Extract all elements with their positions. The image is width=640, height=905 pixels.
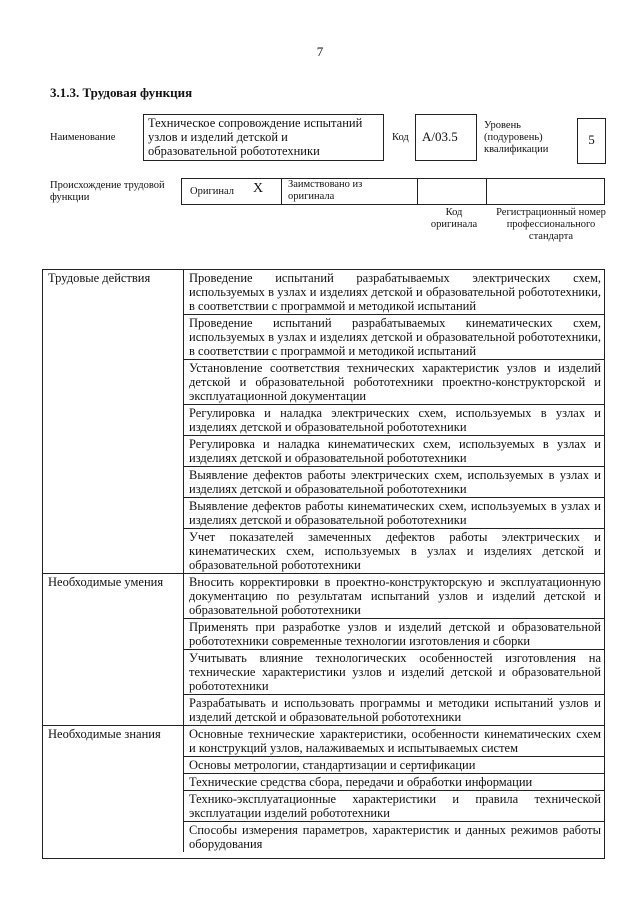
labor-actions-item: Регулировка и наладка электрических схем, используемых в узлах и изделиях детской и образовательной робототехники (184, 405, 605, 436)
labor-function-table (42, 269, 605, 859)
required-knowledge-item: Технические средства сбора, передачи и обработки информации (184, 774, 605, 791)
level-value: 5 (588, 132, 595, 147)
labor-actions-item: Регулировка и наладка кинематических схем, используемых в узлах и изделиях детской и образовательной робототехники (184, 436, 605, 467)
labor-function-table-body (43, 270, 604, 852)
required-knowledge-item: Способы измерения параметров, характеристик и данных режимов работы оборудования (189, 823, 601, 851)
labor-actions-item: Учет показателей замеченных дефектов работы электрических и кинематических схем, используемых в узлах и изделиях детской и образовательной робототехники (184, 529, 605, 574)
table-row (43, 574, 604, 619)
labor-actions-item: Выявление дефектов работы кинематических схем, используемых в узлах и изделиях детской и образовательной робототехники (184, 498, 605, 529)
original-label: Оригинал (190, 186, 234, 197)
required-skills-item: Вносить корректировки в проектно-конструкторскую и эксплуатационную документацию по результатам испытаний узлов и изделий детской и образовательной робототехники (184, 574, 605, 619)
labor-actions-item: Выявление дефектов работы электрических схем, используемых в узлах и изделиях детской и образовательной робототехники (184, 467, 605, 498)
name-value-box (143, 114, 384, 161)
required-skills-item: Применять при разработке узлов и изделий детской и образовательной робототехники современные технологии изготовления и сборки (184, 619, 605, 650)
level-value-box (577, 118, 606, 164)
section-title: 3.1.3. Трудовая функция (50, 85, 193, 100)
origin-divider (281, 178, 282, 205)
code-label: Код (392, 132, 409, 143)
code-value-box (415, 114, 477, 161)
function-name: Техническое сопровождение испытаний узлов и изделий детской и образовательной робототехники (148, 116, 363, 158)
required-knowledge-item: Основы метрологии, стандартизации и сертификации (184, 757, 605, 774)
origin-divider (417, 178, 418, 205)
table-row (43, 270, 604, 315)
name-label: Наименование (50, 132, 116, 143)
labor-actions-item: Установление соответствия технических характеристик узлов и изделий детской и образовательной робототехники проектно-конструкторской и эксплуатационной документации (184, 360, 605, 405)
registration-number-caption: Регистрационный номер профессионального стандарта (496, 207, 606, 242)
original-mark: Х (253, 181, 264, 196)
labor-actions-title: Трудовые действия (43, 270, 184, 574)
required-knowledge-item: Основные технические характеристики, особенности кинематических схем и конструкций узлов, налаживаемых и испытываемых систем (184, 726, 605, 757)
required-skills-item: Разрабатывать и использовать программы и методики испытаний узлов и изделий детской и образовательной робототехники (184, 695, 605, 726)
origin-label: Происхождение трудовой функции (50, 180, 165, 203)
table-row (43, 726, 604, 757)
borrowed-label: Заимствовано из оригинала (288, 179, 363, 202)
page-number: 7 (316, 44, 324, 59)
labor-actions-item: Проведение испытаний разрабатываемых электрических схем, используемых в узлах и изделиях детской и образовательной робототехники, в соответствии с программой и методикой испытаний (184, 270, 605, 315)
origin-divider (486, 178, 487, 205)
required-skills-item: Учитывать влияние технологических особенностей изготовления на технические характеристики узлов и изделий детской и образовательной робототехники (184, 650, 605, 695)
original-code-caption: Код оригинала (430, 207, 478, 230)
required-skills-title: Необходимые умения (43, 574, 184, 726)
code-value: А/03.5 (422, 129, 458, 144)
required-knowledge-title: Необходимые знания (43, 726, 184, 853)
required-knowledge-item: Технико-эксплуатационные характеристики и правила технической эксплуатации изделий робототехники (184, 791, 605, 822)
level-label: Уровень (подуровень) квалификации (484, 120, 549, 155)
labor-actions-item: Проведение испытаний разрабатываемых кинематических схем, используемых в узлах и изделиях детской и образовательной робототехники, в соответствии с программой и методикой испытаний (184, 315, 605, 360)
